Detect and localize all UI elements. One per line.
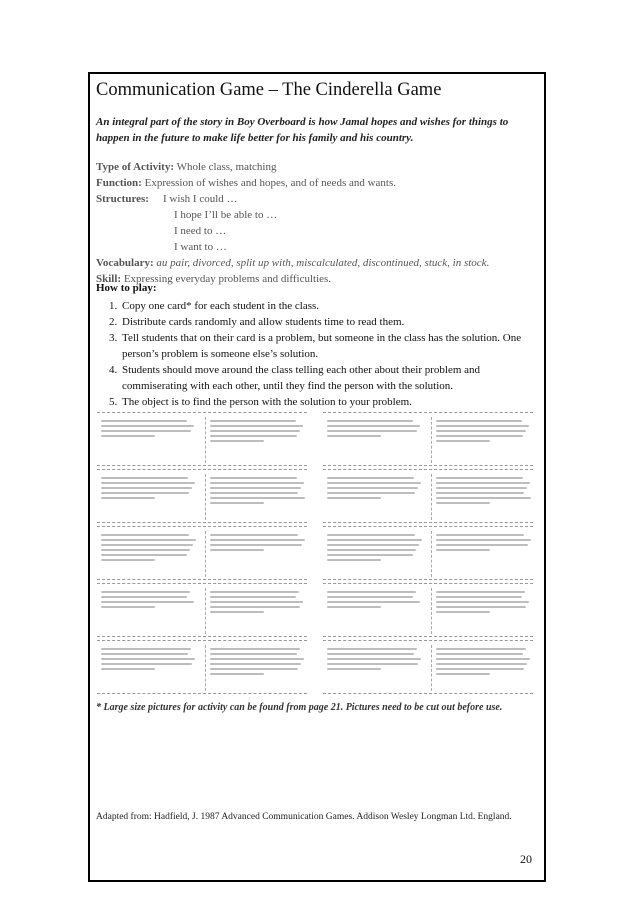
card-text-line bbox=[436, 440, 490, 442]
card-text-line bbox=[327, 648, 417, 650]
card-text-line bbox=[210, 482, 304, 484]
card-text-line bbox=[436, 544, 528, 546]
skill-value: Expressing everyday problems and difficulties. bbox=[121, 273, 332, 285]
card-text-line bbox=[210, 420, 296, 422]
card-text-line bbox=[436, 430, 526, 432]
card-text-line bbox=[210, 440, 264, 442]
card-text-line bbox=[327, 492, 415, 494]
card-text-line bbox=[327, 482, 421, 484]
card-text-line bbox=[101, 596, 187, 598]
card-text-line bbox=[101, 648, 191, 650]
card-text-line bbox=[436, 591, 525, 593]
card-text-line bbox=[436, 425, 529, 427]
step-item: 3. Tell students that on their card is a problem, but someone in the class has the solution. One person’s problem is someone else’s solution. bbox=[120, 330, 540, 362]
card-text-line bbox=[210, 534, 298, 536]
card-text-line bbox=[210, 539, 305, 541]
card-text-line bbox=[210, 502, 264, 504]
card-text-line bbox=[101, 601, 194, 603]
card-text-block bbox=[431, 531, 534, 577]
card-text-line bbox=[436, 549, 490, 551]
activity-card bbox=[323, 583, 533, 637]
card-text-block bbox=[431, 417, 534, 463]
card-text-line bbox=[436, 658, 530, 660]
card-text-line bbox=[210, 601, 303, 603]
card-text-line bbox=[327, 539, 422, 541]
card-text-line bbox=[327, 497, 381, 499]
steps-list bbox=[96, 298, 540, 410]
card-text-block bbox=[205, 531, 308, 577]
card-text-block bbox=[101, 474, 199, 520]
card-text-line bbox=[436, 487, 527, 489]
card-text-line bbox=[101, 492, 189, 494]
card-text-line bbox=[436, 534, 524, 536]
card-text-line bbox=[101, 591, 190, 593]
card-text-line bbox=[436, 653, 523, 655]
card-text-line bbox=[101, 534, 189, 536]
card-column-right bbox=[323, 412, 533, 697]
card-text-line bbox=[436, 539, 531, 541]
activity-card bbox=[323, 412, 533, 466]
card-text-line bbox=[327, 658, 421, 660]
card-text-block bbox=[101, 531, 199, 577]
card-text-line bbox=[327, 596, 413, 598]
card-text-line bbox=[436, 502, 490, 504]
structure-line-1: I wish I could … bbox=[162, 193, 238, 205]
card-text-block bbox=[101, 645, 199, 691]
footnote: * Large size pictures for activity can be found from page 21. Pictures need to be cut out before use. bbox=[96, 702, 503, 713]
card-text-line bbox=[436, 648, 526, 650]
card-text-block bbox=[205, 588, 308, 634]
structure-line-4: I want to … bbox=[174, 241, 227, 253]
card-text-line bbox=[327, 430, 417, 432]
card-text-line bbox=[436, 492, 524, 494]
how-to-play-heading: How to play: bbox=[96, 282, 157, 294]
vocab-value: au pair, divorced, split up with, miscalculated, discontinued, stuck, in stock. bbox=[153, 257, 490, 269]
card-text-line bbox=[101, 497, 155, 499]
card-text-block bbox=[431, 588, 534, 634]
card-text-block bbox=[327, 588, 425, 634]
card-text-line bbox=[101, 420, 187, 422]
structure-line-3: I need to … bbox=[174, 225, 227, 237]
card-text-line bbox=[101, 549, 190, 551]
card-text-line bbox=[210, 430, 300, 432]
card-text-line bbox=[210, 492, 298, 494]
card-text-line bbox=[327, 668, 381, 670]
structure-line-2: I hope I’ll be able to … bbox=[174, 209, 278, 221]
card-text-line bbox=[436, 435, 523, 437]
vocab-row bbox=[96, 255, 540, 271]
card-text-line bbox=[436, 596, 522, 598]
type-value: Whole class, matching bbox=[174, 161, 277, 173]
card-text-line bbox=[101, 482, 195, 484]
card-text-block bbox=[327, 417, 425, 463]
card-text-line bbox=[436, 611, 490, 613]
card-text-line bbox=[101, 544, 193, 546]
card-text-line bbox=[101, 539, 196, 541]
card-text-block bbox=[327, 645, 425, 691]
function-label: Function: bbox=[96, 177, 142, 189]
card-text-block bbox=[205, 645, 308, 691]
page-number: 20 bbox=[520, 852, 532, 866]
card-text-line bbox=[101, 430, 191, 432]
card-text-line bbox=[210, 544, 302, 546]
intro-paragraph: An integral part of the story in Boy Overboard is how Jamal hopes and wishes for things to happen in the future to make life better for his family and his country. bbox=[96, 116, 509, 144]
card-text-line bbox=[101, 487, 192, 489]
type-row bbox=[96, 159, 540, 175]
card-text-line bbox=[436, 497, 531, 499]
source-credit: Adapted from: Hadfield, J. 1987 Advanced Communication Games. Addison Wesley Longman Ltd. England. bbox=[96, 812, 512, 822]
card-text-line bbox=[436, 477, 523, 479]
card-text-line bbox=[327, 435, 381, 437]
how-to-play bbox=[96, 280, 540, 410]
card-text-line bbox=[327, 653, 414, 655]
activity-card bbox=[97, 640, 307, 694]
card-text-line bbox=[327, 554, 413, 556]
activity-card bbox=[97, 412, 307, 466]
card-text-line bbox=[327, 591, 416, 593]
card-text-line bbox=[327, 425, 420, 427]
step-item: 5. The object is to find the person with the solution to your problem. bbox=[120, 394, 540, 410]
card-text-line bbox=[327, 549, 416, 551]
card-text-line bbox=[327, 663, 418, 665]
card-text-line bbox=[210, 668, 298, 670]
vocab-label: Vocabulary: bbox=[96, 257, 154, 269]
structures-row bbox=[96, 191, 540, 207]
card-text-line bbox=[210, 591, 299, 593]
function-value: Expression of wishes and hopes, and of needs and wants. bbox=[141, 177, 397, 189]
card-text-line bbox=[436, 606, 526, 608]
card-text-line bbox=[101, 559, 155, 561]
card-text-block bbox=[101, 417, 199, 463]
card-text-line bbox=[327, 477, 414, 479]
card-column-left bbox=[97, 412, 307, 697]
activity-card bbox=[323, 469, 533, 523]
structures-label: Structures: bbox=[96, 193, 149, 205]
card-text-line bbox=[210, 497, 305, 499]
card-text-line bbox=[436, 673, 490, 675]
card-text-line bbox=[101, 663, 192, 665]
card-text-line bbox=[327, 606, 381, 608]
activity-card bbox=[97, 526, 307, 580]
card-text-line bbox=[327, 601, 420, 603]
card-text-line bbox=[210, 477, 297, 479]
type-label: Type of Activity: bbox=[96, 161, 175, 173]
card-text-block bbox=[327, 474, 425, 520]
card-text-line bbox=[101, 668, 155, 670]
card-text-line bbox=[210, 663, 301, 665]
step-item: 4. Students should move around the class telling each other about their problem and commiserating with each other, until they find the person with the solution. bbox=[120, 362, 540, 394]
card-text-block bbox=[431, 474, 534, 520]
card-text-line bbox=[327, 559, 381, 561]
card-text-line bbox=[210, 611, 264, 613]
activity-card bbox=[323, 526, 533, 580]
card-text-line bbox=[436, 668, 524, 670]
card-text-block bbox=[101, 588, 199, 634]
card-text-line bbox=[101, 658, 195, 660]
card-text-block bbox=[205, 474, 308, 520]
card-text-line bbox=[210, 648, 300, 650]
card-text-block bbox=[431, 645, 534, 691]
activity-card bbox=[97, 583, 307, 637]
card-text-line bbox=[436, 663, 527, 665]
skill-label: Skill: bbox=[96, 273, 122, 285]
card-text-line bbox=[327, 487, 418, 489]
card-text-line bbox=[101, 435, 155, 437]
card-text-line bbox=[101, 653, 188, 655]
card-text-block bbox=[327, 531, 425, 577]
card-text-line bbox=[210, 435, 297, 437]
function-row bbox=[96, 175, 540, 191]
card-sheet-thumbnail bbox=[97, 412, 537, 697]
step-item: 1. Copy one card* for each student in the class. bbox=[120, 298, 540, 314]
activity-card bbox=[97, 469, 307, 523]
card-text-line bbox=[210, 658, 304, 660]
card-text-line bbox=[101, 425, 194, 427]
page-title: Communication Game – The Cinderella Game bbox=[96, 80, 442, 100]
card-text-line bbox=[327, 544, 419, 546]
card-text-block bbox=[205, 417, 308, 463]
card-text-line bbox=[210, 653, 297, 655]
card-text-line bbox=[436, 420, 522, 422]
activity-card bbox=[323, 640, 533, 694]
card-text-line bbox=[101, 477, 188, 479]
card-text-line bbox=[210, 549, 264, 551]
card-text-line bbox=[327, 420, 413, 422]
card-text-line bbox=[210, 596, 296, 598]
card-text-line bbox=[210, 673, 264, 675]
card-text-line bbox=[327, 534, 415, 536]
card-text-line bbox=[101, 606, 155, 608]
card-text-line bbox=[210, 606, 300, 608]
card-text-line bbox=[210, 425, 303, 427]
card-text-line bbox=[436, 601, 529, 603]
step-item: 2. Distribute cards randomly and allow students time to read them. bbox=[120, 314, 540, 330]
card-text-line bbox=[101, 554, 187, 556]
card-text-line bbox=[436, 482, 530, 484]
activity-meta bbox=[96, 159, 540, 287]
card-text-line bbox=[210, 487, 301, 489]
